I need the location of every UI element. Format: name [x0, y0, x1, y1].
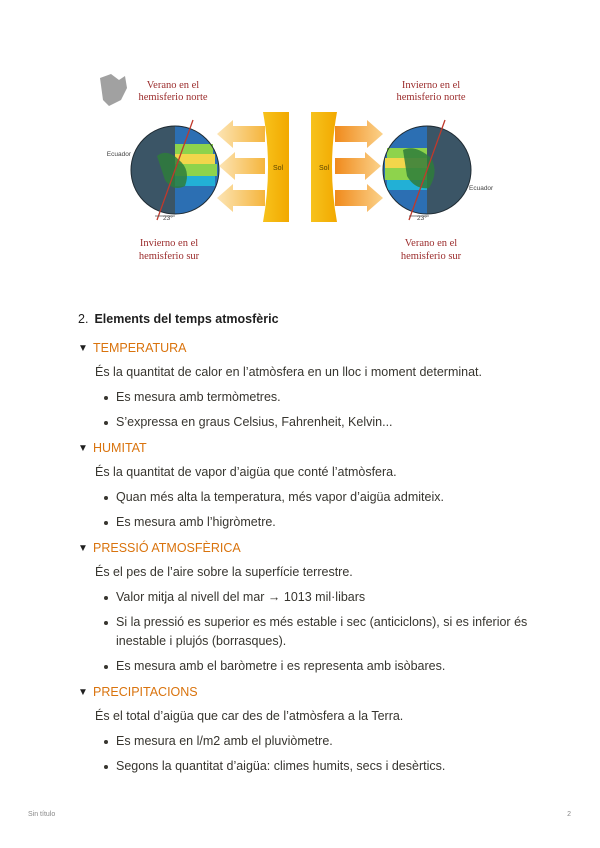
right-sun — [311, 112, 337, 222]
footer-page-number: 2 — [567, 811, 571, 818]
section-number: 2. — [78, 312, 89, 326]
right-earth-globe — [383, 120, 494, 222]
toggle-title[interactable]: PRECIPITACIONS — [93, 685, 198, 699]
left-sun-rays — [217, 120, 265, 212]
seasons-diagram — [95, 70, 505, 270]
left-bottom-label-line2: hemisferio sur — [138, 251, 200, 262]
bullet-list — [95, 732, 538, 776]
left-earth-globe — [107, 120, 219, 222]
list-item: Quan més alta la temperatura, més vapor d’aigüa admiteix. — [95, 488, 538, 507]
left-tilt-label: 23° — [163, 215, 173, 222]
toggle-pressio-atmosferica[interactable] — [78, 538, 538, 558]
toggle-humitat[interactable] — [78, 438, 538, 458]
document-content — [78, 312, 538, 776]
seasons-diagram-svg — [95, 70, 505, 270]
list-item: Es mesura amb l’higròmetre. — [95, 513, 538, 532]
toggle-triangle-icon[interactable]: ▼ — [78, 342, 88, 354]
toggle-temperatura[interactable] — [78, 338, 538, 358]
section-heading — [78, 312, 538, 332]
toggle-title[interactable]: TEMPERATURA — [93, 341, 187, 355]
left-top-label-line2: hemisferio norte — [138, 92, 208, 103]
right-bottom-label-line2: hemisferio sur — [400, 251, 462, 262]
left-ecuador-label: Ecuador — [106, 151, 131, 158]
list-item: Si la pressió es superior es més estable i sec (anticiclons), si es inferior és inestable i plujós (borrasques). — [95, 613, 538, 651]
toggle-triangle-icon[interactable]: ▼ — [78, 542, 88, 554]
footer-document-title: Sin título — [28, 811, 56, 818]
toggle-text: És la quantitat de calor en l’atmòsfera en un lloc i moment determinat. — [95, 365, 483, 379]
toggle-text: És el total d’aigüa que car des de l’atmòsfera a la Terra. — [95, 709, 404, 723]
right-bottom-label-line1: Verano en el — [404, 238, 458, 249]
bullet-list — [95, 588, 538, 676]
right-ecuador-label: Ecuador — [469, 185, 494, 192]
left-top-label-line1: Verano en el — [146, 80, 200, 91]
list-item: Es mesura amb termòmetres. — [95, 388, 538, 407]
list-item: Segons la quantitat d’aigüa: climes humits, secs i desèrtics. — [95, 757, 538, 776]
toggle-text: És la quantitat de vapor d’aigüa que conté l’atmòsfera. — [95, 465, 397, 479]
map-fragment-icon — [100, 74, 127, 106]
toggle-title[interactable]: PRESSIÓ ATMOSFÈRICA — [93, 541, 241, 555]
toggle-precipitacions[interactable] — [78, 682, 538, 702]
toggle-triangle-icon[interactable]: ▼ — [78, 686, 88, 698]
list-item: Valor mitja al nivell del mar → 1013 mil·libars — [95, 588, 538, 607]
toggle-triangle-icon[interactable]: ▼ — [78, 442, 88, 454]
right-top-label-line2: hemisferio norte — [396, 92, 466, 103]
right-tilt-label: 23° — [417, 215, 427, 222]
bullet-list — [95, 388, 538, 432]
left-sol-label: Sol — [273, 165, 284, 172]
list-item: S’expressa en graus Celsius, Fahrenheit, Kelvin... — [95, 413, 538, 432]
list-item: Es mesura en l/m2 amb el pluviòmetre. — [95, 732, 538, 751]
list-item: Es mesura amb el baròmetre i es representa amb isòbares. — [95, 657, 538, 676]
left-sun — [263, 112, 289, 222]
right-sun-rays — [335, 120, 383, 212]
right-sol-label: Sol — [319, 165, 330, 172]
toggle-title[interactable]: HUMITAT — [93, 441, 147, 455]
section-title: Elements del temps atmosfèric — [94, 312, 279, 326]
left-bottom-label-line1: Invierno en el — [139, 238, 199, 249]
bullet-list — [95, 488, 538, 532]
toggle-text: És el pes de l’aire sobre la superfície terrestre. — [95, 565, 353, 579]
right-top-label-line1: Invierno en el — [401, 80, 461, 91]
